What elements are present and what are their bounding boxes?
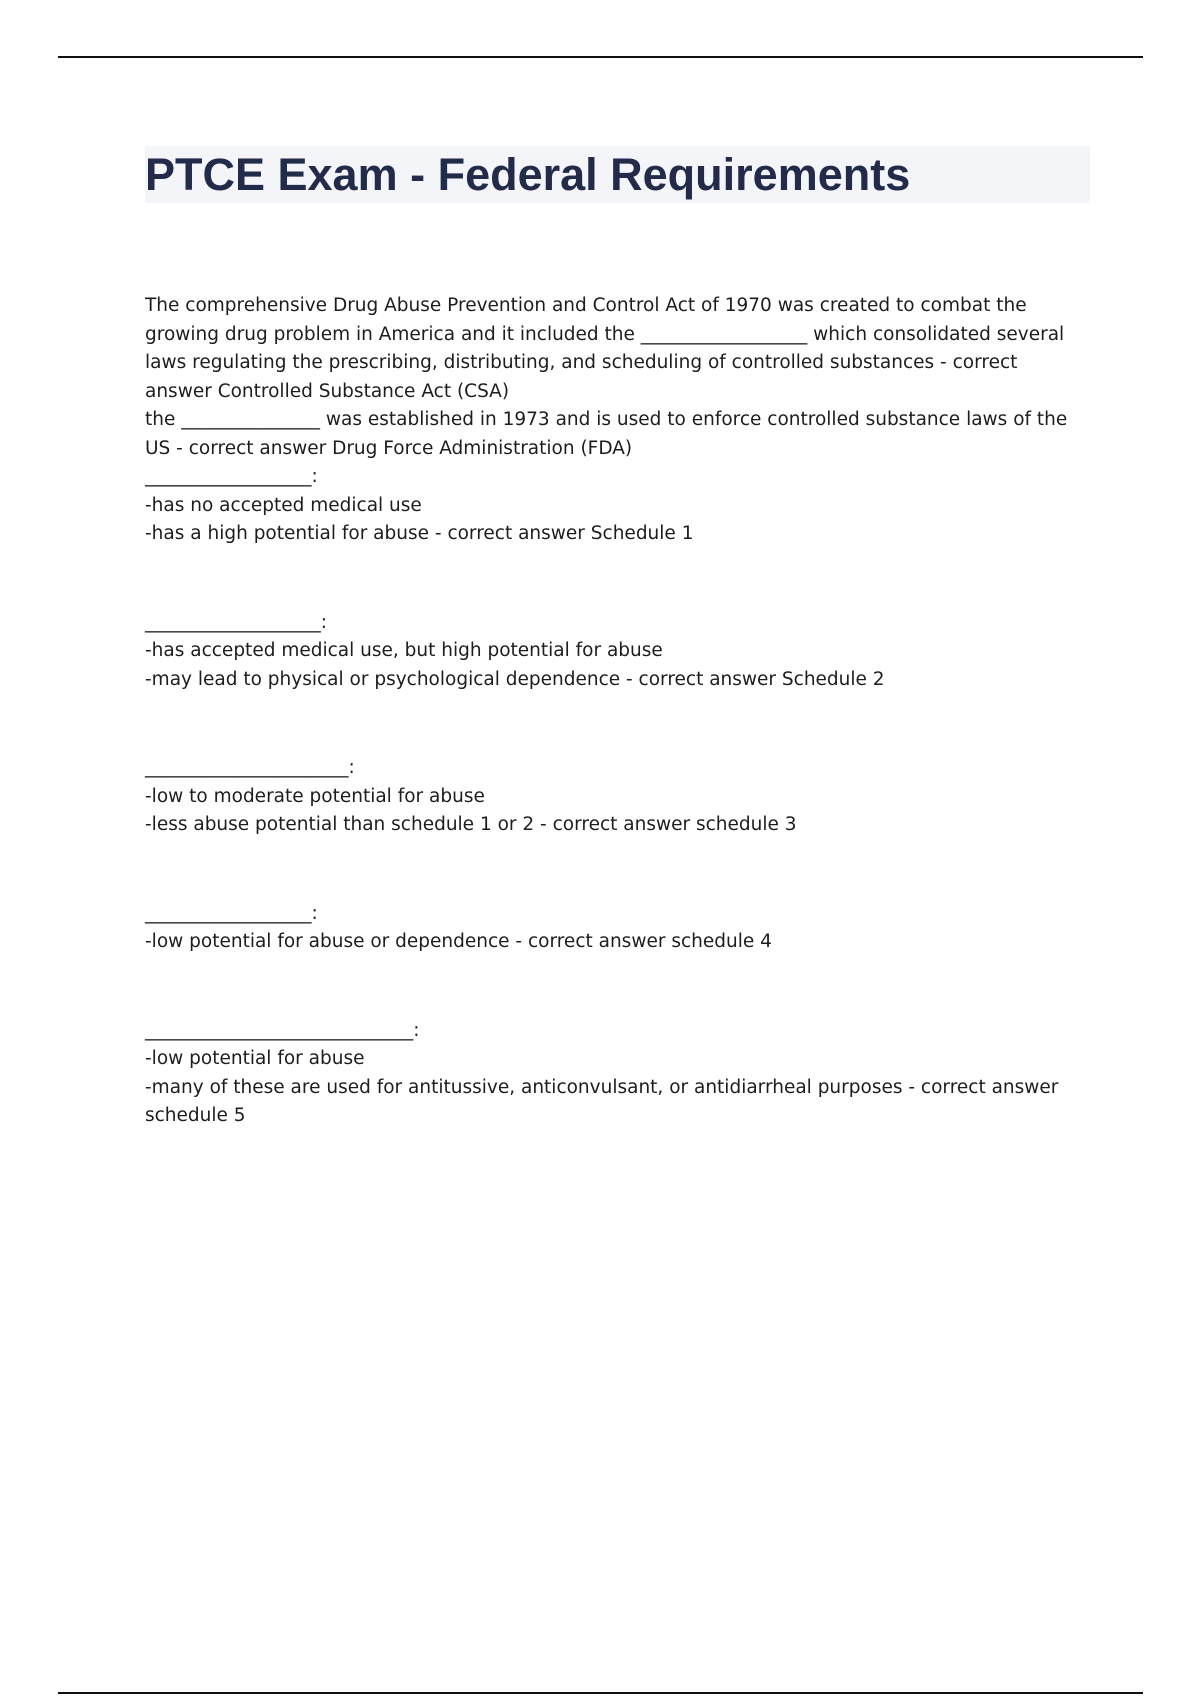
question-paragraph-enforcement: the _______________ was established in 1973 and is used to enforce controlled substance laws of the US - correct answer Drug Force Administration (FDA) [145, 409, 1068, 459]
schedule-line: -may lead to physical or psychological dependence - correct answer Schedule 2 [145, 668, 885, 690]
schedule-line: -low potential for abuse or dependence - correct answer schedule 4 [145, 931, 772, 952]
top-rule [58, 56, 1143, 58]
schedule-line: -many of these are used for antitussive, anticonvulsant, or antidiarrheal purposes - correct answer schedule 5 [145, 1076, 1059, 1126]
schedule-line: -has accepted medical use, but high potential for abuse [145, 640, 663, 661]
schedule-card-5 [145, 1017, 1090, 1131]
schedule-line: -has a high potential for abuse - correct answer Schedule 1 [145, 523, 694, 544]
question-paragraph-csa: The comprehensive Drug Abuse Prevention and Control Act of 1970 was created to combat the growing drug problem in America and it included the __________________ which consolidated several laws regulating the prescribing, distributing, and scheduling of controlled substances - correct answer Controlled Substance Act (CSA) [145, 295, 1065, 402]
schedule-card-3 [145, 754, 1090, 840]
answer-blank: ______________________: [145, 757, 355, 778]
answer-blank: ___________________: [145, 611, 327, 633]
answer-blank: _____________________________: [145, 1019, 420, 1041]
schedule-card-2 [145, 609, 1090, 695]
document-title: PTCE Exam - Federal Requirements [145, 149, 911, 200]
answer-blank: __________________: [145, 466, 318, 487]
bottom-rule [58, 1692, 1143, 1694]
schedule-line: -low potential for abuse [145, 1048, 365, 1069]
schedule-card-4 [145, 900, 1090, 957]
answer-blank: __________________: [145, 902, 318, 924]
document-body [145, 292, 1090, 1191]
schedule-card-1 [145, 463, 1090, 549]
schedule-line: -has no accepted medical use [145, 494, 422, 516]
schedule-line: -less abuse potential than schedule 1 or 2 - correct answer schedule 3 [145, 814, 797, 835]
schedule-line: -low to moderate potential for abuse [145, 785, 485, 807]
